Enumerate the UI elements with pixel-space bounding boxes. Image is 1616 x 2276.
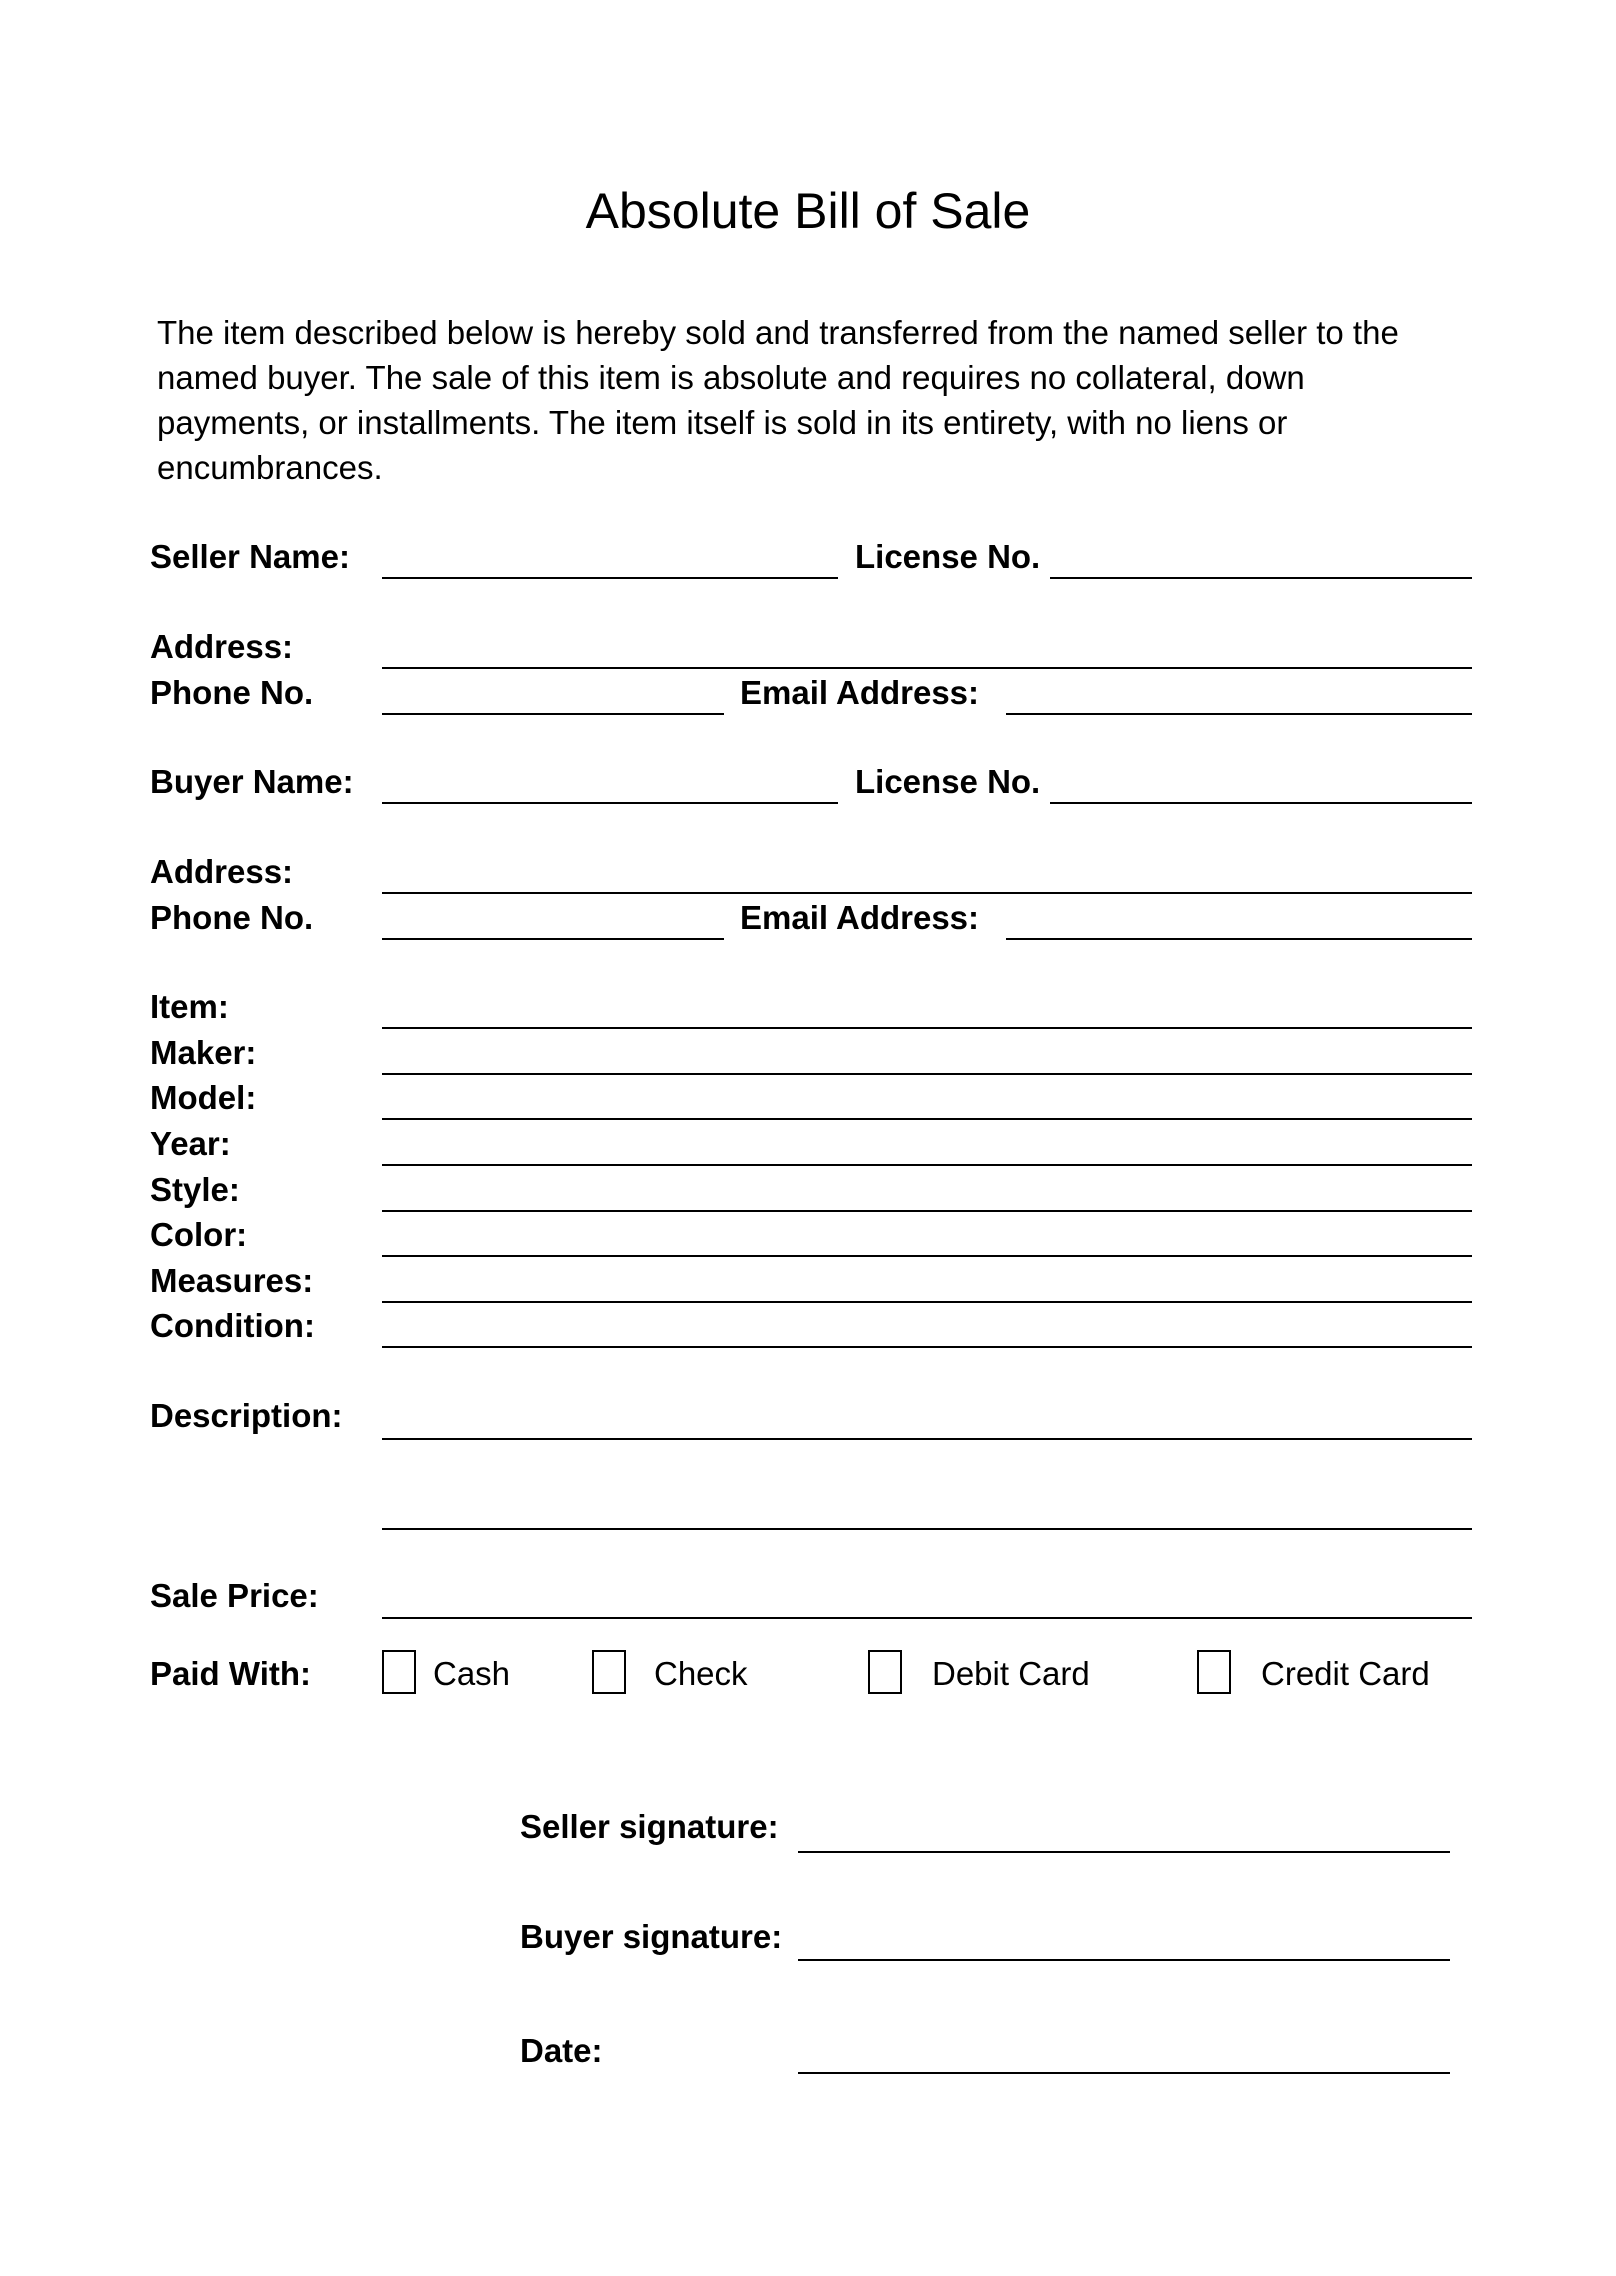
buyer-signature-label: Buyer signature:: [520, 1918, 783, 1955]
seller-phone-label: Phone No.: [150, 674, 314, 711]
item-label: Item:: [150, 988, 229, 1025]
paid-with-label: Paid With:: [150, 1655, 312, 1692]
sale-price-label: Sale Price:: [150, 1577, 319, 1614]
check-checkbox[interactable]: [592, 1650, 626, 1694]
date-label: Date:: [520, 2032, 603, 2069]
seller-signature-field[interactable]: [798, 1851, 1450, 1853]
seller-address-field[interactable]: [382, 667, 1472, 669]
buyer-license-field[interactable]: [1050, 802, 1472, 804]
seller-phone-field[interactable]: [382, 713, 724, 715]
buyer-phone-field[interactable]: [382, 938, 724, 940]
measures-field[interactable]: [382, 1301, 1472, 1303]
measures-label: Measures:: [150, 1262, 314, 1299]
condition-field[interactable]: [382, 1346, 1472, 1348]
buyer-email-field[interactable]: [1006, 938, 1472, 940]
debit-card-option-label: Debit Card: [932, 1655, 1090, 1692]
maker-label: Maker:: [150, 1034, 257, 1071]
buyer-license-label: License No.: [855, 763, 1041, 800]
date-field[interactable]: [798, 2072, 1450, 2074]
buyer-email-label: Email Address:: [740, 899, 980, 936]
seller-name-field[interactable]: [382, 577, 838, 579]
buyer-address-label: Address:: [150, 853, 294, 890]
seller-signature-label: Seller signature:: [520, 1808, 779, 1845]
credit-card-option-label: Credit Card: [1261, 1655, 1430, 1692]
year-label: Year:: [150, 1125, 231, 1162]
buyer-signature-field[interactable]: [798, 1959, 1450, 1961]
seller-name-label: Seller Name:: [150, 538, 350, 575]
description-field-line-1[interactable]: [382, 1438, 1472, 1440]
color-label: Color:: [150, 1216, 248, 1253]
item-field[interactable]: [382, 1027, 1472, 1029]
page-title: Absolute Bill of Sale: [585, 183, 1031, 239]
color-field[interactable]: [382, 1255, 1472, 1257]
style-field[interactable]: [382, 1210, 1472, 1212]
intro-paragraph: The item described below is hereby sold and transferred from the named seller to the named buyer. The sale of this item is absolute and requires no collateral, down payments, or installments. The item itself is sold in its entirety, with no liens or encumbrances.: [157, 314, 1399, 486]
cash-checkbox[interactable]: [382, 1650, 416, 1694]
credit-card-checkbox[interactable]: [1197, 1650, 1231, 1694]
year-field[interactable]: [382, 1164, 1472, 1166]
model-field[interactable]: [382, 1118, 1472, 1120]
cash-option-label: Cash: [433, 1655, 511, 1692]
buyer-name-field[interactable]: [382, 802, 838, 804]
seller-license-field[interactable]: [1050, 577, 1472, 579]
condition-label: Condition:: [150, 1307, 315, 1344]
seller-email-label: Email Address:: [740, 674, 980, 711]
maker-field[interactable]: [382, 1073, 1472, 1075]
seller-license-label: License No.: [855, 538, 1041, 575]
style-label: Style:: [150, 1171, 240, 1208]
description-field-line-2[interactable]: [382, 1528, 1472, 1530]
check-option-label: Check: [654, 1655, 748, 1692]
description-label: Description:: [150, 1397, 343, 1434]
debit-card-checkbox[interactable]: [868, 1650, 902, 1694]
buyer-address-field[interactable]: [382, 892, 1472, 894]
buyer-phone-label: Phone No.: [150, 899, 314, 936]
seller-address-label: Address:: [150, 628, 294, 665]
buyer-name-label: Buyer Name:: [150, 763, 354, 800]
seller-email-field[interactable]: [1006, 713, 1472, 715]
sale-price-field[interactable]: [382, 1617, 1472, 1619]
model-label: Model:: [150, 1079, 257, 1116]
